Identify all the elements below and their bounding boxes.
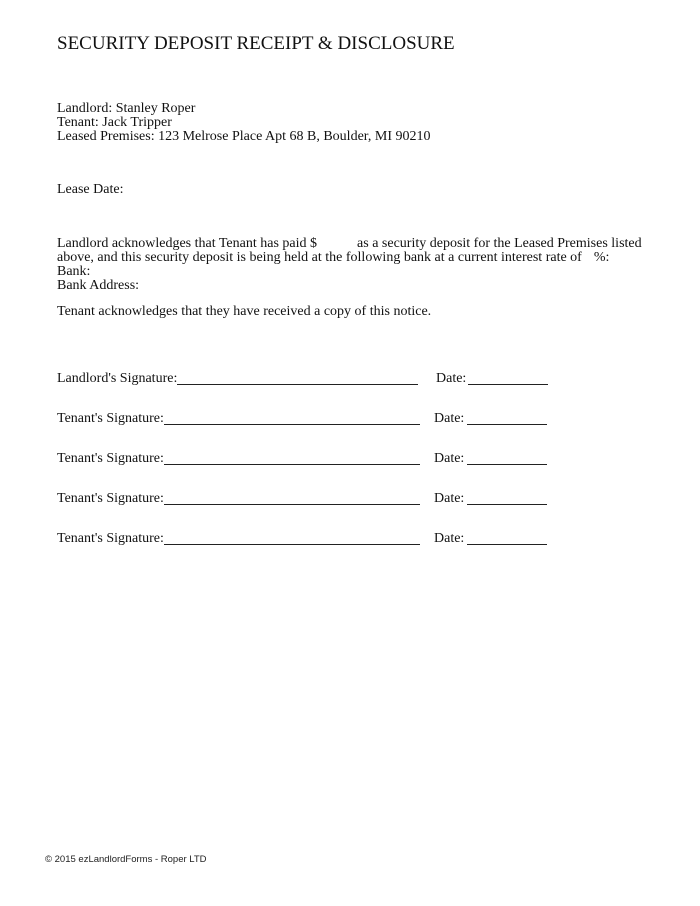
date-line[interactable] bbox=[467, 464, 547, 465]
date-label: Date: bbox=[434, 491, 465, 506]
date-label: Date: bbox=[434, 451, 465, 466]
bank-label: Bank: bbox=[57, 264, 91, 279]
date-label: Date: bbox=[436, 371, 467, 386]
footer-copyright: © 2015 ezLandlordForms - Roper LTD bbox=[45, 854, 207, 865]
deposit-text-1a: Landlord acknowledges that Tenant has paid $ bbox=[57, 236, 318, 251]
document-title: SECURITY DEPOSIT RECEIPT & DISCLOSURE bbox=[57, 33, 455, 54]
tenant-line: Tenant: Jack Tripper bbox=[57, 115, 172, 130]
date-line[interactable] bbox=[467, 544, 547, 545]
signature-label: Tenant's Signature: bbox=[57, 531, 164, 546]
date-label: Date: bbox=[434, 531, 465, 546]
deposit-text-2a: above, and this security deposit is being held at the following bank at a current interest rate of bbox=[57, 250, 582, 265]
signature-line[interactable] bbox=[164, 544, 420, 545]
acknowledgement-text: Tenant acknowledges that they have received a copy of this notice. bbox=[57, 304, 432, 319]
date-line[interactable] bbox=[467, 424, 547, 425]
signature-label: Tenant's Signature: bbox=[57, 451, 164, 466]
signature-line[interactable] bbox=[177, 384, 418, 385]
bank-address-label: Bank Address: bbox=[57, 278, 140, 293]
signature-label: Landlord's Signature: bbox=[57, 371, 178, 386]
deposit-text-1b: as a security deposit for the Leased Premises listed bbox=[357, 236, 642, 251]
signature-line[interactable] bbox=[164, 424, 420, 425]
deposit-text-2b: %: bbox=[593, 250, 610, 265]
lease-date-label: Lease Date: bbox=[57, 182, 124, 197]
deposit-line-1 bbox=[57, 237, 642, 251]
signature-label: Tenant's Signature: bbox=[57, 411, 164, 426]
signature-label: Tenant's Signature: bbox=[57, 491, 164, 506]
date-line[interactable] bbox=[468, 384, 548, 385]
landlord-line: Landlord: Stanley Roper bbox=[57, 101, 196, 116]
deposit-line-2 bbox=[57, 251, 609, 265]
signature-line[interactable] bbox=[164, 504, 420, 505]
signature-line[interactable] bbox=[164, 464, 420, 465]
date-label: Date: bbox=[434, 411, 465, 426]
date-line[interactable] bbox=[467, 504, 547, 505]
premises-line: Leased Premises: 123 Melrose Place Apt 68 B, Boulder, MI 90210 bbox=[57, 129, 431, 144]
